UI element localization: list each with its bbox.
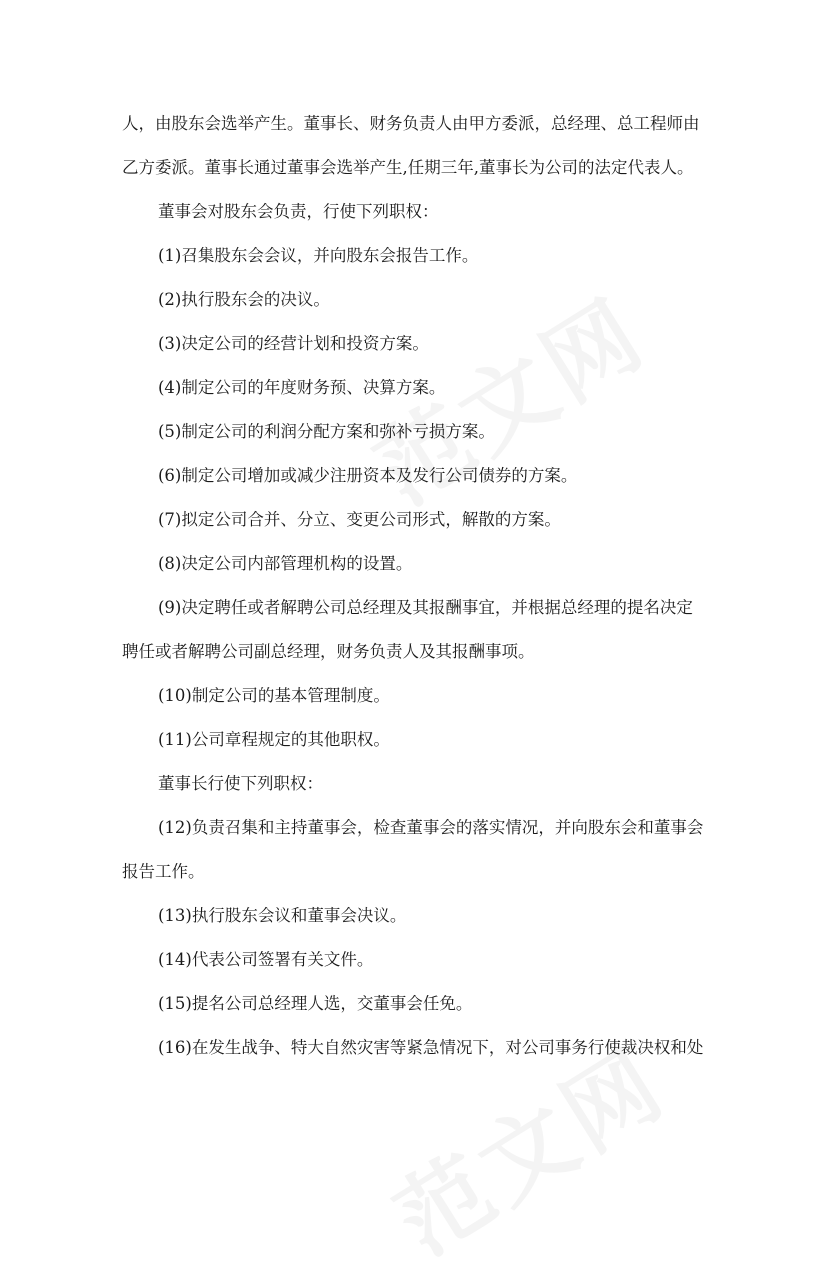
text-line: (8)决定公司内部管理机构的设置。 — [158, 554, 413, 573]
text-line: (13)执行股东会议和董事会决议。 — [158, 906, 407, 925]
text-line: (7)拟定公司合并、分立、变更公司形式，解散的方案。 — [158, 510, 561, 529]
text-line: (14)代表公司签署有关文件。 — [158, 950, 374, 969]
text-line: (15)提名公司总经理人选，交董事会任免。 — [158, 994, 473, 1013]
text-line: (5)制定公司的利润分配方案和弥补亏损方案。 — [158, 422, 495, 441]
text-line: 董事会对股东会负责，行使下列职权： — [158, 202, 439, 221]
document-body — [122, 102, 712, 1070]
text-line: (12)负责召集和主持董事会，检查董事会的落实情况，并向股东会和董事会 — [158, 818, 704, 837]
text-line: (6)制定公司增加或减少注册资本及发行公司债券的方案。 — [158, 466, 578, 485]
text-line: (10)制定公司的基本管理制度。 — [158, 686, 390, 705]
text-line: (4)制定公司的年度财务预、决算方案。 — [158, 378, 446, 397]
text-line: (1)召集股东会会议，并向股东会报告工作。 — [158, 246, 479, 265]
text-line: (11)公司章程规定的其他职权。 — [158, 730, 390, 749]
text-line: 董事长行使下列职权： — [158, 774, 323, 793]
text-line: (3)决定公司的经营计划和投资方案。 — [158, 334, 429, 353]
text-line: 人，由股东会选举产生。董事长、财务负责人由甲方委派，总经理、总工程师由 — [122, 114, 700, 133]
text-line: (2)执行股东会的决议。 — [158, 290, 330, 309]
text-line: 乙方委派。董事长通过董事会选举产生,任期三年,董事长为公司的法定代表人。 — [122, 158, 694, 177]
text-line: 聘任或者解聘公司副总经理，财务负责人及其报酬事项。 — [122, 642, 535, 661]
text-line: 报告工作。 — [122, 862, 205, 881]
text-line: (9)决定聘任或者解聘公司总经理及其报酬事宜，并根据总经理的提名决定 — [158, 598, 693, 617]
text-line: (16)在发生战争、特大自然灾害等紧急情况下，对公司事务行使裁决权和处 — [158, 1038, 704, 1057]
